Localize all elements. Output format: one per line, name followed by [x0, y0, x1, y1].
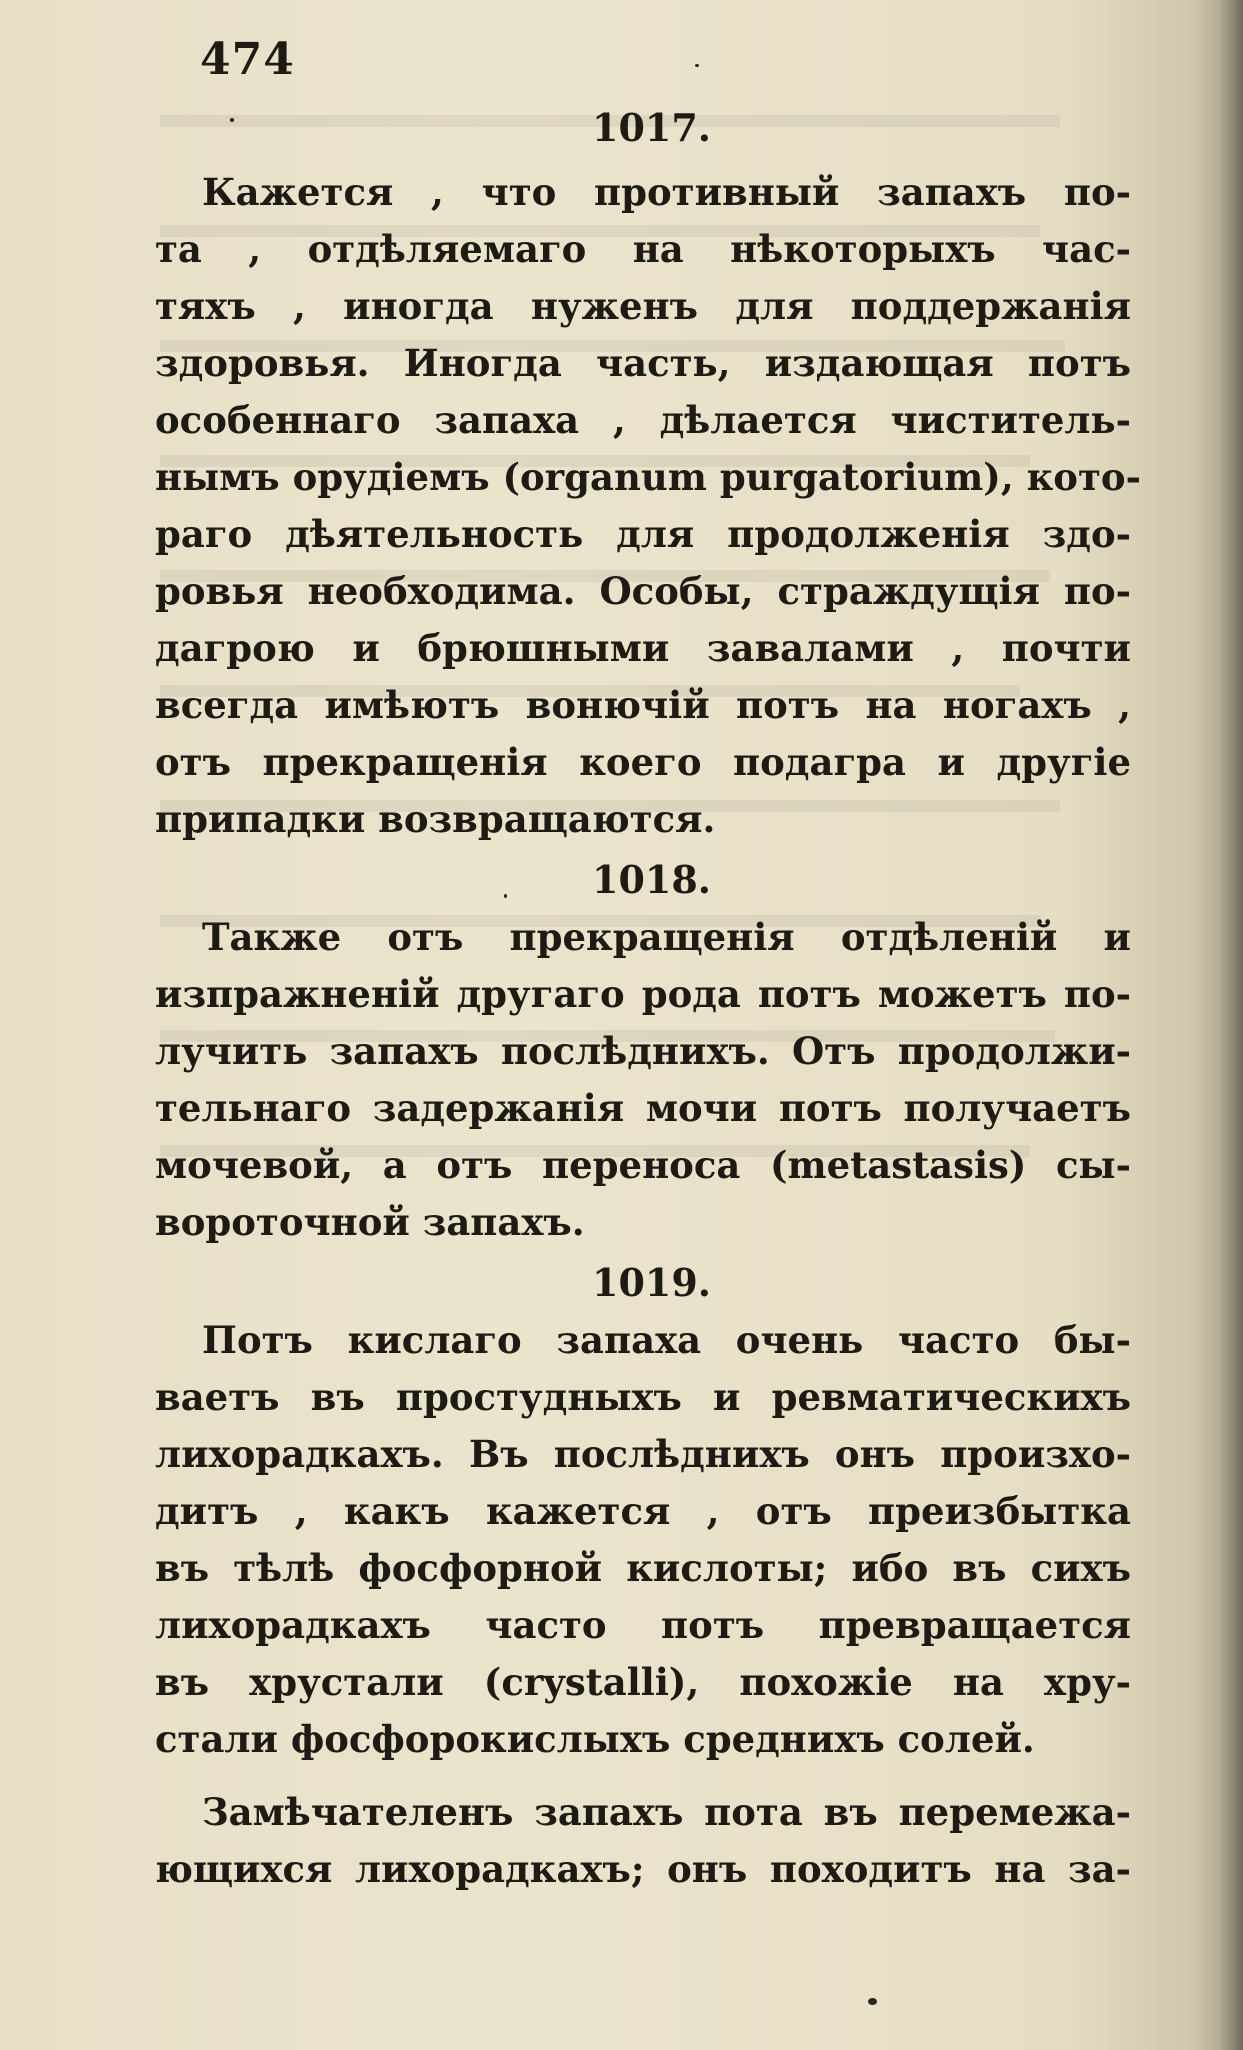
text-line: въ хрустали (crystalli), похожіе на хру- — [155, 1660, 1131, 1704]
text-line: тяхъ , иногда нуженъ для поддержанія — [155, 284, 1131, 328]
text-line: всегда имѣютъ вонючій потъ на ногахъ , — [155, 683, 1131, 727]
text-line: Также отъ прекращенія отдѣленій и — [202, 915, 1131, 959]
text-line: ровья необходима. Особы, страждущія по- — [155, 569, 1131, 613]
text-line: лихорадкахъ. Въ послѣднихъ онъ произхо- — [155, 1432, 1131, 1476]
text-line: мочевой, а отъ переноса (metastasis) сы- — [155, 1143, 1131, 1187]
section-number: 1018. — [592, 857, 711, 902]
text-line: ющихся лихорадкахъ; онъ походитъ на за- — [155, 1847, 1131, 1891]
text-line: лучить запахъ послѣднихъ. Отъ продолжи- — [155, 1029, 1131, 1073]
page-number: 474 — [200, 34, 295, 85]
ink-speck — [695, 64, 699, 67]
ink-speck — [504, 894, 507, 898]
text-line: раго дѣятельность для продолженія здо- — [155, 512, 1131, 556]
text-line: особеннаго запаха , дѣлается чиститель- — [155, 398, 1131, 442]
text-line: дитъ , какъ кажется , отъ преизбытка — [155, 1489, 1131, 1533]
text-line: нымъ орудіемъ (organum purgatorium), кото- — [155, 455, 1141, 499]
text-line: въ тѣлѣ фосфорной кислоты; ибо въ сихъ — [155, 1546, 1131, 1590]
text-line: здоровья. Иногда часть, издающая потъ — [155, 341, 1131, 385]
text-line: тельнаго задержанія мочи потъ получаетъ — [155, 1086, 1131, 1130]
section-number: 1019. — [592, 1260, 711, 1305]
text-line: лихорадкахъ часто потъ превращается — [155, 1603, 1131, 1647]
ink-speck — [230, 118, 234, 122]
text-line: изпражненій другаго рода потъ можетъ по- — [155, 972, 1131, 1016]
text-line: вороточной запахъ. — [155, 1200, 585, 1244]
text-line: та , отдѣляемаго на нѣкоторыхъ час- — [155, 227, 1131, 271]
text-line: припадки возвращаются. — [155, 797, 716, 841]
text-line: отъ прекращенія коего подагра и другіе — [155, 740, 1131, 784]
text-line: Кажется , что противный запахъ по- — [202, 170, 1131, 214]
ink-speck — [868, 1998, 877, 2005]
text-line: стали фосфорокислыхъ среднихъ солей. — [155, 1717, 1035, 1761]
section-number: 1017. — [592, 105, 711, 150]
page-edge-shadow — [1217, 0, 1243, 2050]
text-line: Потъ кислаго запаха очень часто бы- — [202, 1318, 1131, 1362]
text-line: дагрою и брюшными завалами , почти — [155, 626, 1131, 670]
text-line: ваетъ въ простудныхъ и ревматическихъ — [155, 1375, 1131, 1419]
text-line: Замѣчателенъ запахъ пота въ перемежа- — [202, 1790, 1131, 1834]
